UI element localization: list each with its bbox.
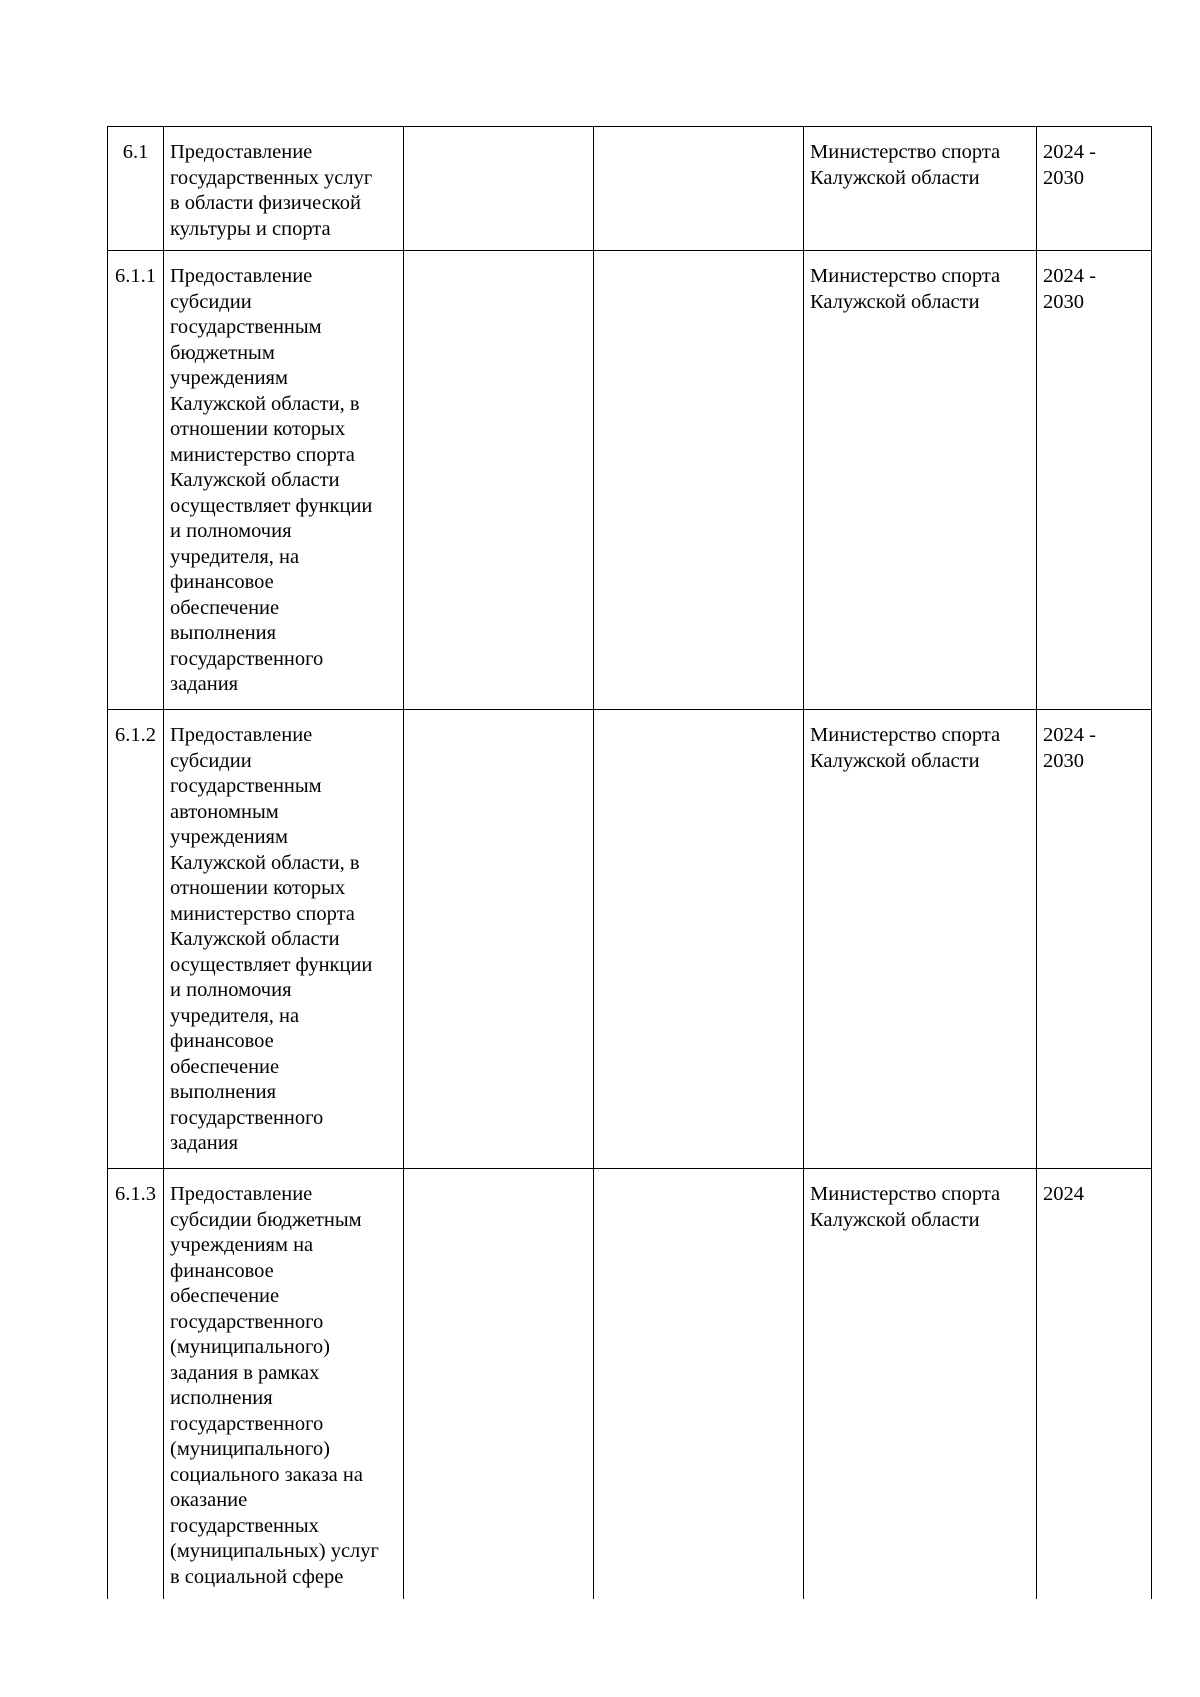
- cell-text-line: 2030: [1043, 166, 1084, 189]
- row-description: [164, 127, 404, 251]
- cell-text-line: в социальной сфере: [170, 1565, 344, 1588]
- cell-text-line: учредителя, на: [170, 1004, 300, 1027]
- cell-text-line: (муниципальных) услуг: [170, 1540, 379, 1562]
- cell-text-line: задания в рамках: [170, 1361, 320, 1384]
- cell-text-line: Калужской области: [810, 1208, 980, 1231]
- cell-text-line: финансовое: [170, 1259, 274, 1282]
- cell-text-line: 2024 -: [1043, 265, 1096, 287]
- table-row: [108, 710, 1152, 1169]
- cell-text-line: 2024 -: [1043, 141, 1096, 163]
- table-row: [108, 1169, 1152, 1599]
- cell-text-line: субсидии бюджетным: [170, 1208, 362, 1231]
- cell-text-line: Калужской области, в: [170, 851, 360, 874]
- cell-text-line: Калужской области: [170, 469, 340, 491]
- measures-table: [107, 126, 1152, 1599]
- cell-text-line: обеспечение: [170, 596, 280, 619]
- row-empty-cell: [594, 251, 804, 710]
- cell-text-line: социального заказа на: [170, 1463, 363, 1486]
- cell-text-line: Предоставление: [170, 265, 313, 287]
- cell-text-line: финансовое: [170, 571, 274, 593]
- cell-text-line: осуществляет функции: [170, 494, 373, 517]
- cell-text-line: исполнения: [170, 1387, 273, 1409]
- cell-text-line: и полномочия: [170, 520, 292, 542]
- row-responsible-org: [804, 710, 1037, 1169]
- cell-text-line: учредителя, на: [170, 545, 300, 568]
- cell-text-line: 2030: [1043, 749, 1084, 772]
- row-number: 6.1.3: [108, 1169, 164, 1599]
- cell-text-line: отношении которых: [170, 877, 346, 899]
- cell-text-line: Министерство спорта: [810, 724, 1001, 746]
- cell-text-line: обеспечение: [170, 1285, 280, 1307]
- row-responsible-org: [804, 127, 1037, 251]
- row-empty-cell: [404, 127, 594, 251]
- cell-text-line: Калужской области: [170, 928, 340, 950]
- table-row: [108, 251, 1152, 710]
- row-empty-cell: [594, 1169, 804, 1599]
- row-responsible-org: [804, 251, 1037, 710]
- row-period: [1037, 127, 1152, 251]
- cell-text-line: учреждениям: [170, 826, 288, 848]
- cell-text-line: министерство спорта: [170, 443, 355, 466]
- cell-text-line: Калужской области, в: [170, 392, 360, 415]
- cell-text-line: выполнения: [170, 1081, 277, 1103]
- cell-text-line: осуществляет функции: [170, 953, 373, 976]
- cell-text-line: Предоставление: [170, 1183, 313, 1205]
- cell-text-line: выполнения: [170, 622, 277, 644]
- row-empty-cell: [594, 127, 804, 251]
- cell-text-line: оказание: [170, 1489, 248, 1511]
- row-description: [164, 710, 404, 1169]
- row-number: 6.1.2: [108, 710, 164, 1169]
- cell-text-line: Калужской области: [810, 290, 980, 313]
- row-period: [1037, 251, 1152, 710]
- cell-text-line: государственного: [170, 647, 324, 670]
- cell-text-line: Калужской области: [810, 166, 980, 189]
- cell-text-line: Предоставление: [170, 724, 313, 746]
- cell-text-line: финансовое: [170, 1030, 274, 1052]
- cell-text-line: задания: [170, 673, 239, 695]
- row-empty-cell: [594, 710, 804, 1169]
- cell-text-line: (муниципального): [170, 1438, 330, 1460]
- row-description: [164, 251, 404, 710]
- cell-text-line: и полномочия: [170, 979, 292, 1001]
- cell-text-line: государственным: [170, 775, 322, 797]
- row-description: [164, 1169, 404, 1599]
- cell-text-line: учреждениям на: [170, 1234, 314, 1256]
- cell-text-line: бюджетным: [170, 341, 275, 364]
- cell-text-line: учреждениям: [170, 367, 288, 389]
- cell-text-line: Министерство спорта: [810, 141, 1001, 163]
- cell-text-line: Калужской области: [810, 749, 980, 772]
- cell-text-line: отношении которых: [170, 418, 346, 440]
- cell-text-line: государственных: [170, 1514, 319, 1537]
- cell-text-line: министерство спорта: [170, 902, 355, 925]
- row-period: [1037, 710, 1152, 1169]
- table-row: [108, 127, 1152, 251]
- cell-text-line: государственного: [170, 1310, 324, 1333]
- cell-text-line: государственным: [170, 316, 322, 338]
- row-empty-cell: [404, 1169, 594, 1599]
- row-empty-cell: [404, 251, 594, 710]
- row-number: 6.1.1: [108, 251, 164, 710]
- cell-text-line: культуры и спорта: [170, 217, 331, 240]
- cell-text-line: автономным: [170, 800, 279, 823]
- cell-text-line: обеспечение: [170, 1055, 280, 1078]
- row-number: 6.1: [108, 127, 164, 251]
- cell-text-line: 2024 -: [1043, 724, 1096, 746]
- cell-text-line: субсидии: [170, 749, 252, 772]
- cell-text-line: Предоставление: [170, 141, 313, 163]
- row-period: [1037, 1169, 1152, 1599]
- cell-text-line: субсидии: [170, 290, 252, 313]
- cell-text-line: Министерство спорта: [810, 265, 1001, 287]
- cell-text-line: (муниципального): [170, 1336, 330, 1358]
- cell-text-line: государственного: [170, 1106, 324, 1129]
- cell-text-line: Министерство спорта: [810, 1183, 1001, 1205]
- row-empty-cell: [404, 710, 594, 1169]
- cell-text-line: 2030: [1043, 290, 1084, 313]
- row-responsible-org: [804, 1169, 1037, 1599]
- cell-text-line: в области физической: [170, 192, 361, 214]
- cell-text-line: задания: [170, 1132, 239, 1154]
- cell-text-line: государственных услуг: [170, 166, 373, 189]
- table-body: [108, 127, 1152, 1599]
- cell-text-line: государственного: [170, 1412, 324, 1435]
- cell-text-line: 2024: [1043, 1183, 1084, 1205]
